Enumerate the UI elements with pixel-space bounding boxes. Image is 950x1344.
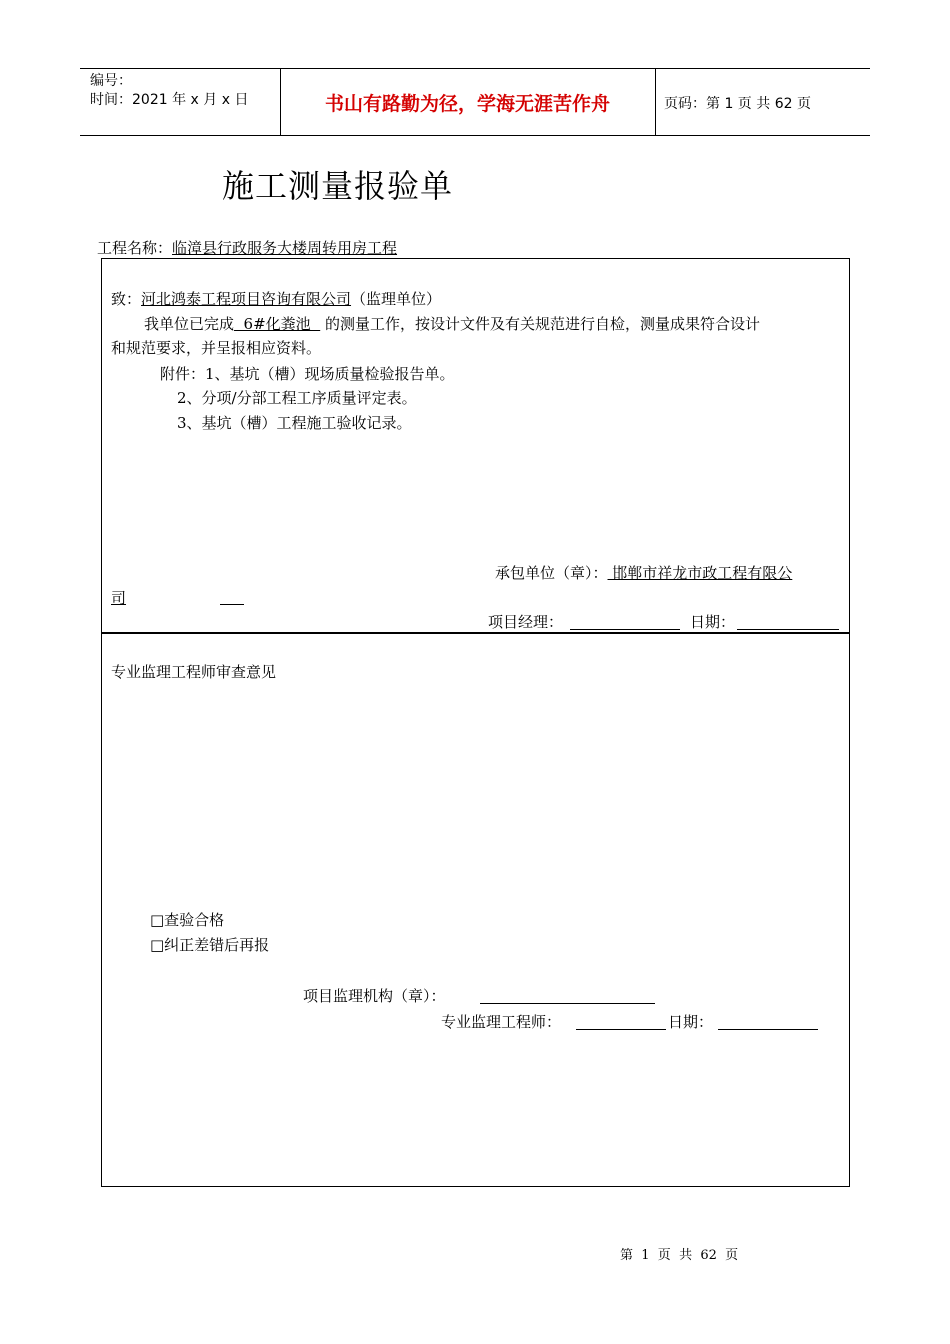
page-info: 页码：第 1 页 共 62 页	[664, 96, 811, 112]
option-correct-resubmit[interactable]: □纠正差错后再报	[150, 936, 270, 954]
contractor-label: 承包单位（章）：	[495, 564, 608, 582]
to-suffix: （监理单位）	[351, 290, 442, 308]
header-divider-right	[655, 68, 656, 135]
to-label: 致：	[111, 290, 142, 308]
body-row-2: 和规范要求，并呈报相应资料。	[111, 339, 322, 357]
body-pre: 我单位已完成	[144, 315, 235, 333]
pm-date-line	[737, 629, 839, 630]
option-approved[interactable]: □查验合格	[150, 911, 225, 929]
supervision-org-line	[480, 1003, 655, 1004]
project-label: 工程名称：	[97, 239, 173, 257]
review-title: 专业监理工程师审查意见	[111, 663, 277, 681]
contractor-name-1: 邯郸市祥龙市政工程有限公	[607, 564, 793, 582]
footer-page-number: 第 1 页 共 62 页	[620, 1248, 739, 1263]
body-row-1	[144, 314, 760, 334]
contractor-name-2: 司	[111, 589, 127, 607]
header-top-border	[80, 68, 870, 69]
header-bottom-border	[80, 135, 870, 136]
contractor-underline	[220, 604, 244, 605]
body-post: 的测量工作，按设计文件及有关规范进行自检，测量成果符合设计	[320, 315, 760, 333]
pm-signature-line	[570, 629, 680, 630]
form-title: 施工测量报验单	[222, 167, 454, 205]
supervision-org-label: 项目监理机构（章）：	[303, 987, 446, 1005]
attachment-2: 2、分项/分部工程工序质量评定表。	[177, 389, 417, 407]
attachment-3: 3、基坑（槽）工程施工验收记录。	[177, 414, 412, 432]
addressee-row	[111, 289, 441, 309]
project-row	[97, 238, 397, 258]
engineer-label: 专业监理工程师：	[441, 1013, 562, 1031]
to-company: 河北鸿泰工程项目咨询有限公司	[141, 290, 352, 308]
engineer-signature-line	[576, 1029, 666, 1030]
project-name: 临漳县行政服务大楼周转用房工程	[172, 239, 398, 257]
engineer-date-line	[718, 1029, 818, 1030]
pm-label: 项目经理：	[488, 613, 564, 631]
attachment-1: 附件：1、基坑（槽）现场质量检验报告单。	[160, 365, 455, 383]
serial-label: 编号：	[90, 73, 132, 89]
contractor-row	[495, 563, 792, 583]
pm-date-label: 日期：	[690, 613, 736, 631]
motto: 书山有路勤为径，学海无涯苦作舟	[324, 93, 610, 115]
time-label: 时间：2021 年 x 月 x 日	[90, 92, 249, 108]
engineer-date-label: 日期：	[668, 1013, 714, 1031]
body-item: 6#化粪池	[234, 315, 321, 333]
